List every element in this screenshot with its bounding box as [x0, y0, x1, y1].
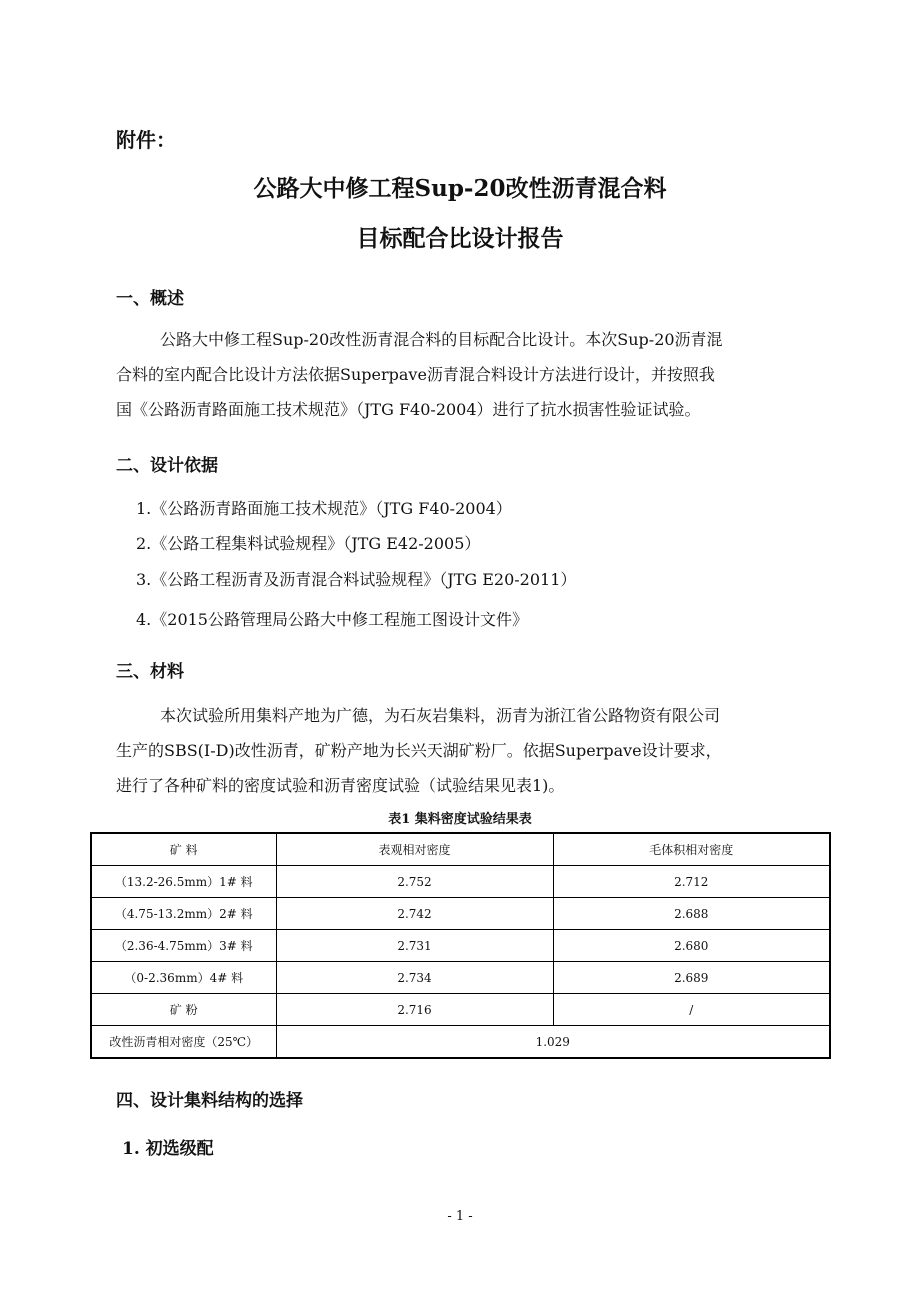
- section-heading-structure: 四、设计集料结构的选择: [116, 1091, 303, 1111]
- section-heading-overview: 一、概述: [116, 289, 184, 309]
- bulk-density-cell: /: [553, 994, 830, 1026]
- material-cell: （13.2-26.5mm）1# 料: [91, 866, 276, 898]
- report-title-line1: 公路大中修工程Sup-20改性沥青混合料: [253, 175, 667, 202]
- asphalt-density-label: 改性沥青相对密度（25℃）: [91, 1026, 276, 1059]
- apparent-density-cell: 2.752: [276, 866, 553, 898]
- material-cell: 矿 粉: [91, 994, 276, 1026]
- material-cell: （4.75-13.2mm）2# 料: [91, 898, 276, 930]
- overview-line-1: 公路大中修工程Sup-20改性沥青混合料的目标配合比设计。本次Sup-20沥青混: [160, 330, 723, 349]
- section-heading-materials: 三、材料: [116, 662, 184, 682]
- apparent-density-cell: 2.731: [276, 930, 553, 962]
- bulk-density-cell: 2.688: [553, 898, 830, 930]
- materials-line-2: 生产的SBS(I-D)改性沥青，矿粉产地为长兴天湖矿粉厂。依据Superpave设计要求，: [116, 741, 722, 760]
- reference-item-4: 4.《2015公路管理局公路大中修工程施工图设计文件》: [136, 610, 528, 629]
- material-cell: （2.36-4.75mm）3# 料: [91, 930, 276, 962]
- subsection-initial-gradation: 1. 初选级配: [122, 1139, 214, 1159]
- table-caption: 表1 集料密度试验结果表: [388, 812, 532, 827]
- bulk-density-cell: 2.680: [553, 930, 830, 962]
- asphalt-density-row: [91, 1026, 830, 1059]
- apparent-density-cell: 2.734: [276, 962, 553, 994]
- report-title-line2: 目标配合比设计报告: [356, 225, 564, 252]
- bulk-density-cell: 2.689: [553, 962, 830, 994]
- asphalt-density-value: 1.029: [276, 1026, 830, 1059]
- materials-line-3: 进行了各种矿料的密度试验和沥青密度试验（试验结果见表1)。: [116, 776, 565, 795]
- materials-line-1: 本次试验所用集料产地为广德，为石灰岩集料，沥青为浙江省公路物资有限公司: [160, 706, 721, 725]
- header-material: 矿 料: [91, 833, 276, 866]
- header-apparent-density: 表观相对密度: [276, 833, 553, 866]
- table-header-row: [91, 833, 830, 866]
- reference-item-3: 3.《公路工程沥青及沥青混合料试验规程》（JTG E20-2011）: [136, 570, 577, 589]
- overview-line-2: 合料的室内配合比设计方法依据Superpave沥青混合料设计方法进行设计，并按照我: [116, 365, 715, 384]
- attachment-label: 附件：: [116, 128, 176, 152]
- table-row: [91, 866, 830, 898]
- table-row: [91, 994, 830, 1026]
- apparent-density-cell: 2.716: [276, 994, 553, 1026]
- overview-line-3: 国《公路沥青路面施工技术规范》（JTG F40-2004）进行了抗水损害性验证试验。: [116, 400, 701, 419]
- page-number: - 1 -: [447, 1209, 473, 1224]
- apparent-density-cell: 2.742: [276, 898, 553, 930]
- bulk-density-cell: 2.712: [553, 866, 830, 898]
- reference-item-2: 2.《公路工程集料试验规程》（JTG E42-2005）: [136, 534, 481, 553]
- table-row: [91, 898, 830, 930]
- reference-item-1: 1.《公路沥青路面施工技术规范》（JTG F40-2004）: [136, 499, 512, 518]
- table-row: [91, 962, 830, 994]
- table-row: [91, 930, 830, 962]
- aggregate-density-table: [90, 832, 831, 1059]
- section-heading-basis: 二、设计依据: [116, 456, 218, 476]
- header-bulk-density: 毛体积相对密度: [553, 833, 830, 866]
- material-cell: （0-2.36mm）4# 料: [91, 962, 276, 994]
- overview-paragraph: [116, 322, 806, 427]
- materials-paragraph: [116, 698, 806, 803]
